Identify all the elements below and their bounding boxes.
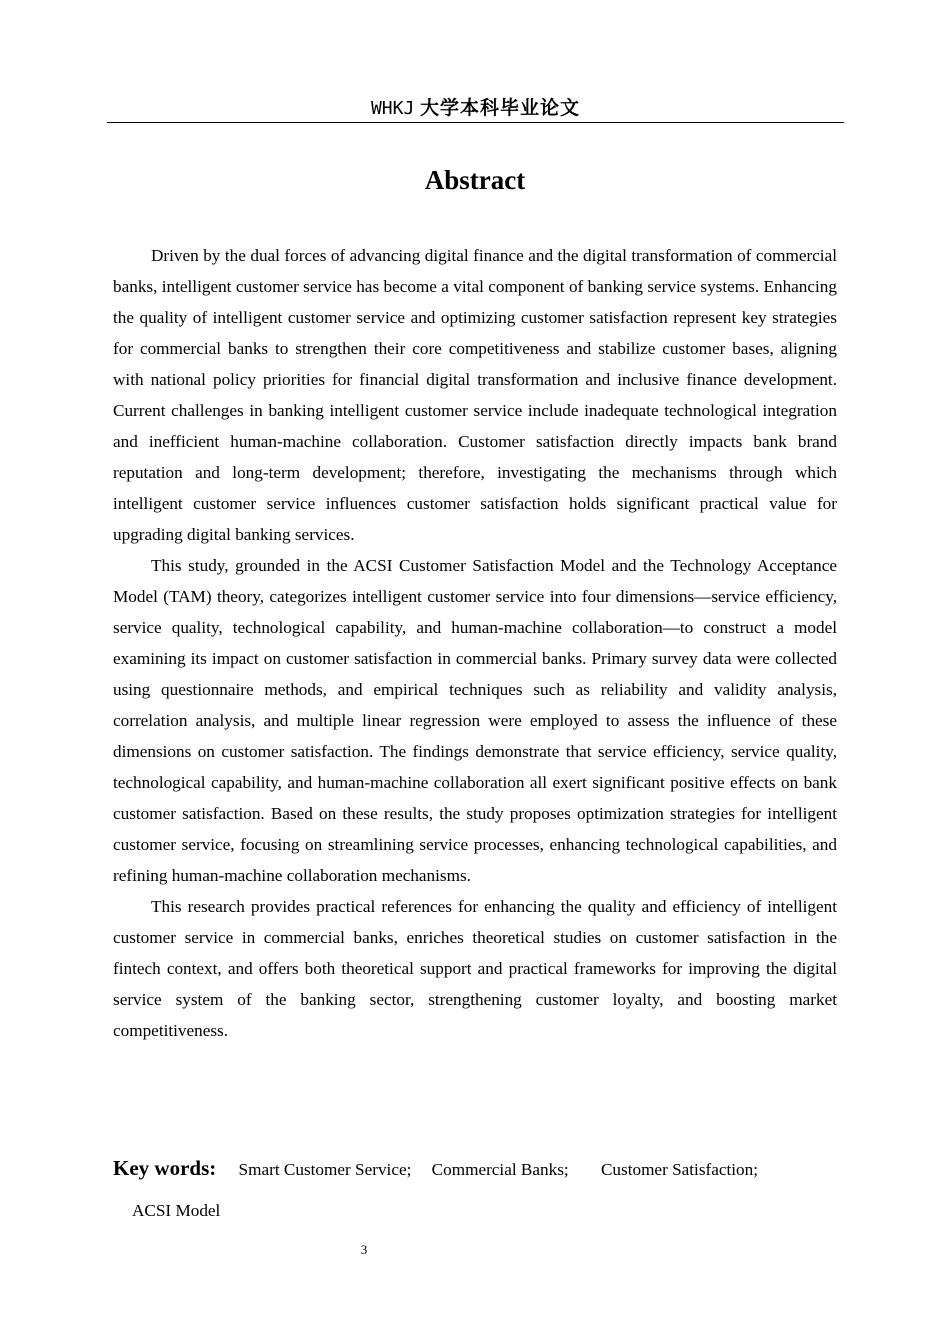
keyword-item: Smart Customer Service; [238,1160,412,1179]
abstract-paragraph-3: This research provides practical references for enhancing the quality and efficiency of intelligent customer service in commercial banks, enriches theoretical studies on customer satisfaction in the fintech context, and offers both theoretical support and practical frameworks for improving the digital service system of the banking sector, strengthening customer loyalty, and boosting market competitiveness. [113,897,837,1040]
abstract-paragraph-2: This study, grounded in the ACSI Customer Satisfaction Model and the Technology Acceptance Model (TAM) theory, categorizes intelligent customer service into four dimensions—service efficiency, service quality, technological capability, and human-machine collaboration—to construct a model examining its impact on customer satisfaction in commercial banks. Primary survey data were collected using questionnaire methods, and empirical techniques such as reliability and validity analysis, correlation analysis, and multiple linear regression were employed to assess the influence of these dimensions on customer satisfaction. The findings demonstrate that service efficiency, service quality, technological capability, and human-machine collaboration all exert significant positive effects on bank customer satisfaction. Based on these results, the study proposes optimization strategies for intelligent customer service, focusing on streamlining service processes, enhancing technological capabilities, and refining human-machine collaboration mechanisms. [113,556,837,885]
page-title: Abstract [424,165,526,195]
header-university-code: WHKJ [370,98,415,119]
keyword-item: ACSI Model [132,1201,221,1220]
page-number: 3 [360,1242,368,1257]
keywords-label: Key words: [113,1156,217,1180]
keyword-item: Commercial Banks; [431,1160,569,1179]
header-thesis-label: 大学本科毕业论文 [420,97,581,119]
keyword-item: Customer Satisfaction; [600,1160,759,1179]
abstract-paragraph-1: Driven by the dual forces of advancing digital finance and the digital transformation of commercial banks, intelligent customer service has become a vital component of banking service systems. Enhancing the quality of intelligent customer service and optimizing customer satisfaction represent key strategies for commercial banks to strengthen their core competitiveness and stabilize customer bases, aligning with national policy priorities for financial digital transformation and inclusive finance development. Current challenges in banking intelligent customer service include inadequate technological integration and inefficient human-machine collaboration. Customer satisfaction directly impacts bank brand reputation and long-term development; therefore, investigating the mechanisms through which intelligent customer service influences customer satisfaction holds significant practical value for upgrading digital banking services. [113,246,837,544]
abstract-body [113,240,837,1046]
keywords-line [113,1152,843,1186]
running-header [107,94,844,123]
